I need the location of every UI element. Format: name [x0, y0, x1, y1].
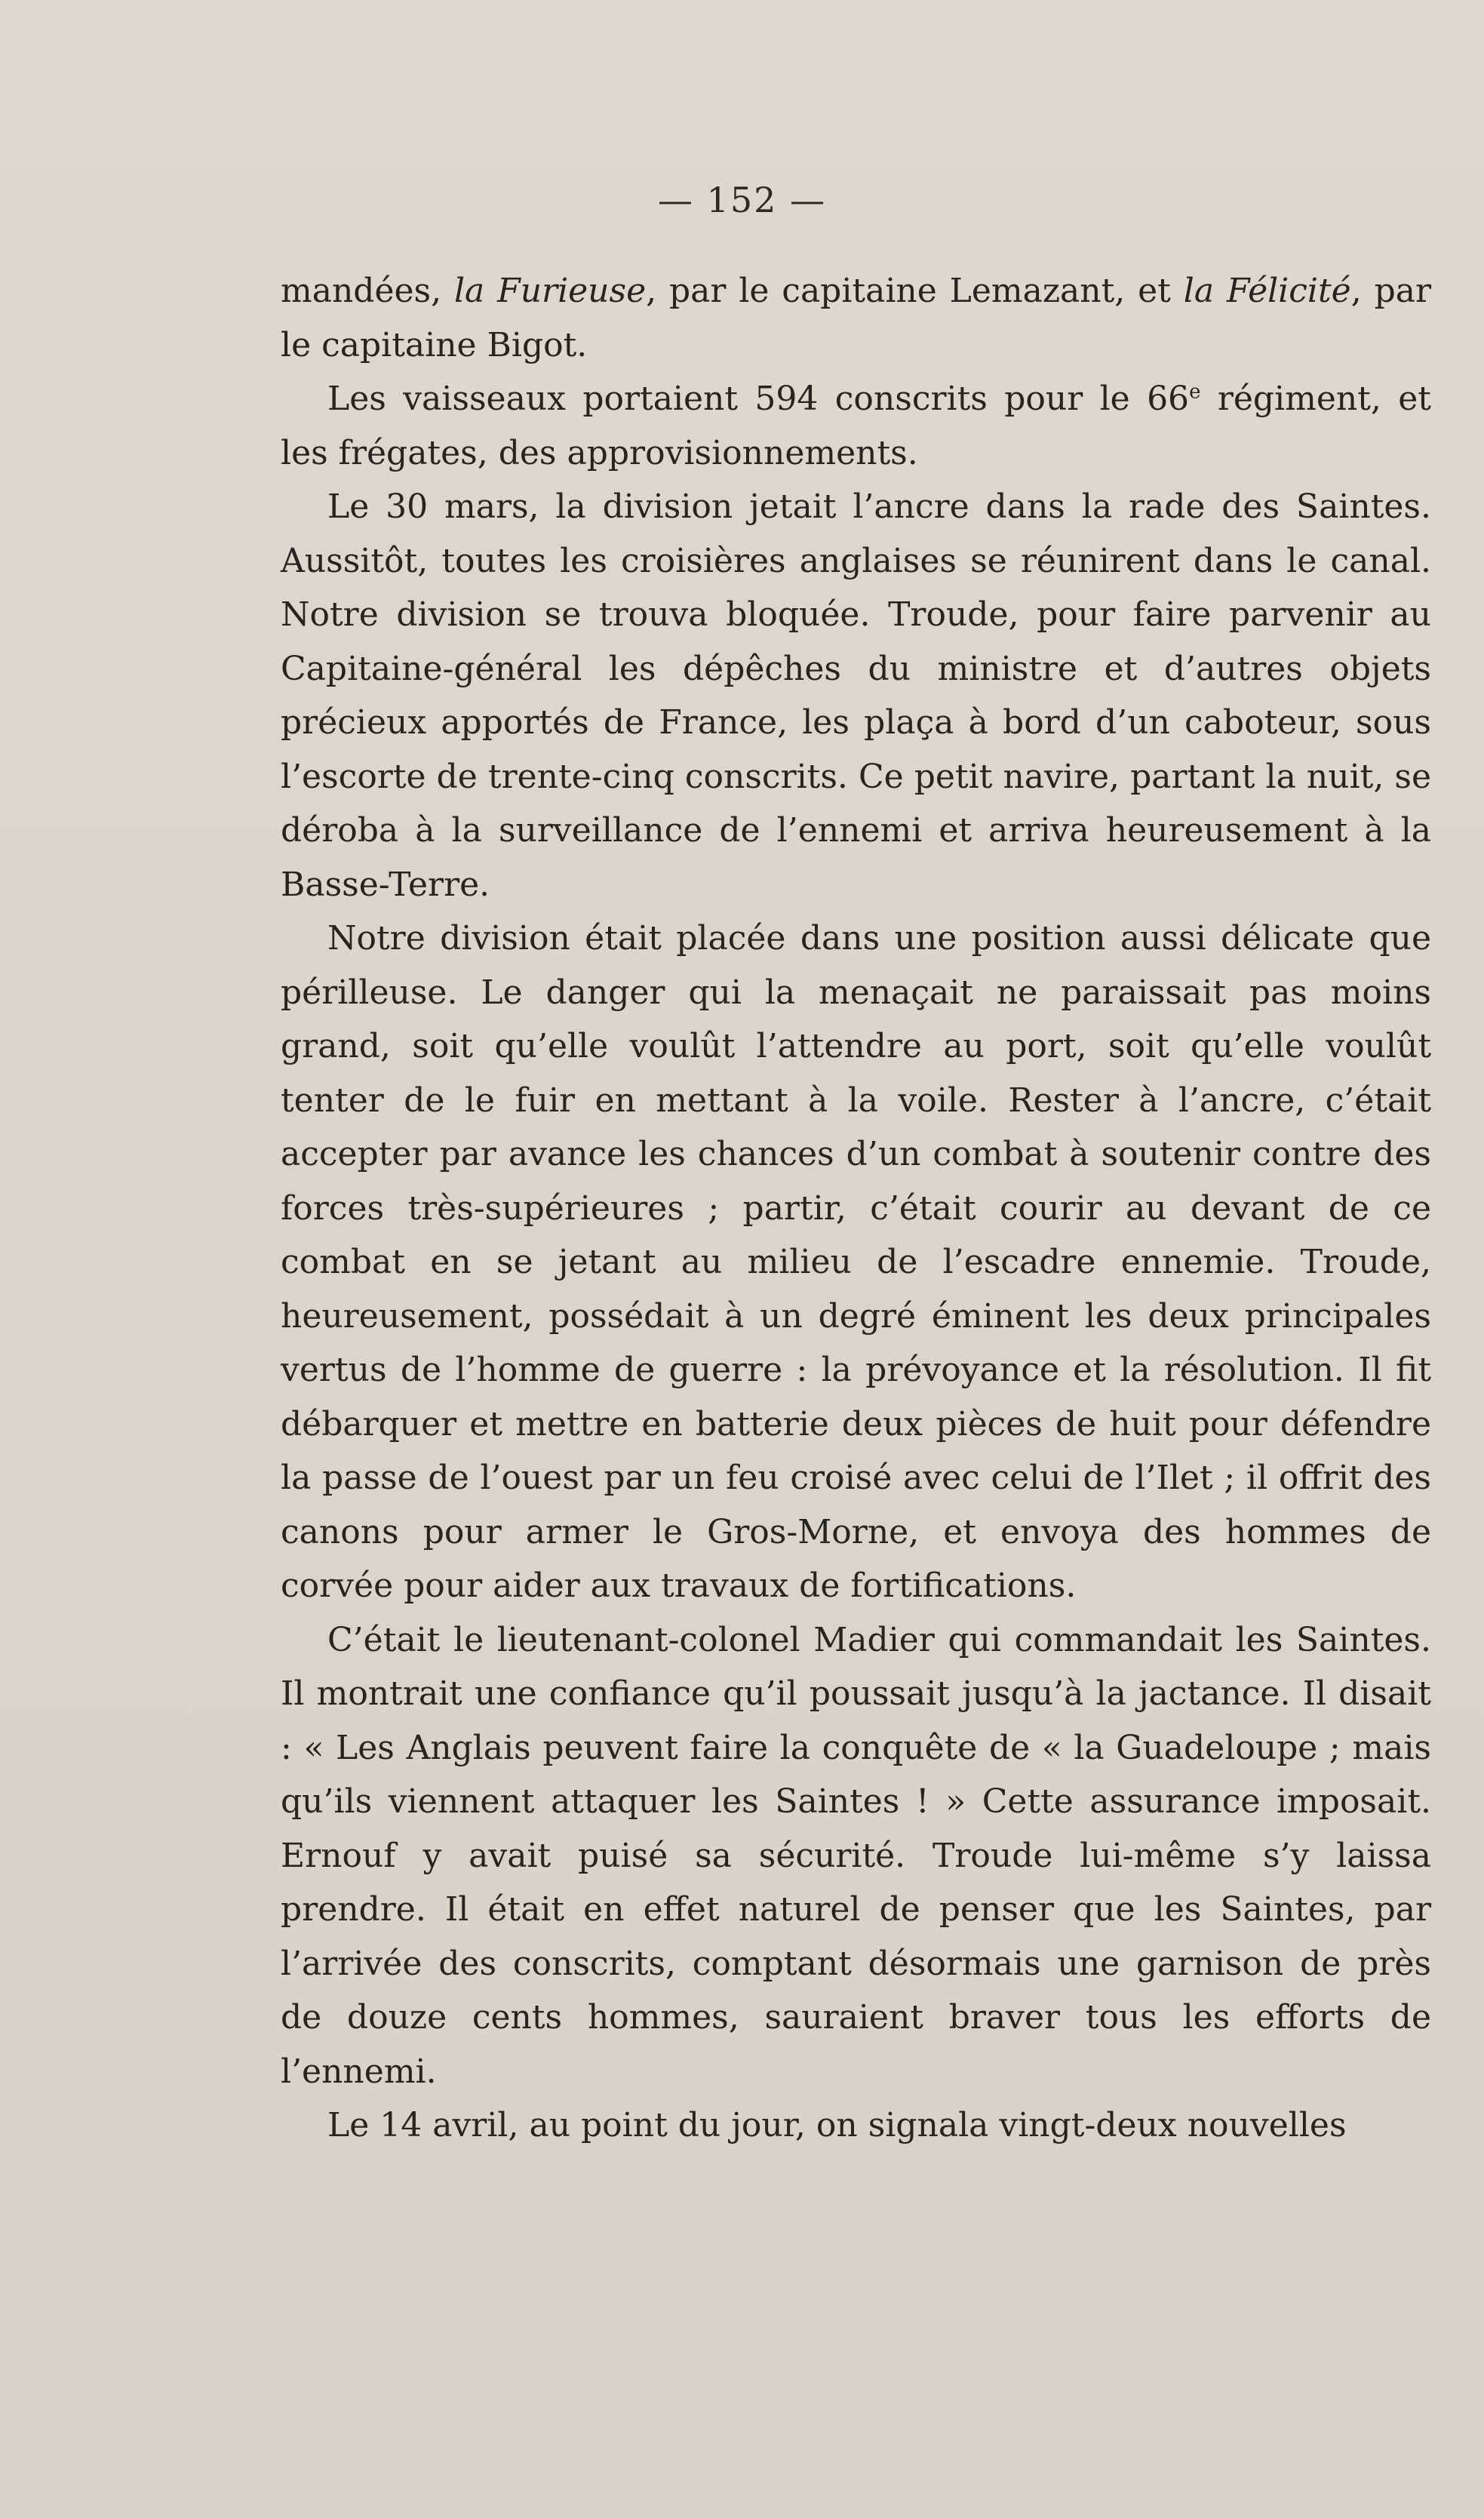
- paragraph-continuation: mandées, la Furieuse, par le capitaine Lemazant, et la Félicité, par le capitaine Bigot.: [281, 272, 1431, 364]
- body-text: [281, 264, 1431, 2153]
- superscript: e: [1189, 380, 1201, 404]
- paragraph: Le 30 mars, la division jetait l’ancre dans la rade des Saintes. Aussitôt, toutes les croisières anglaises se réunirent dans le canal. Notre division se trouva bloquée. Troude, pour faire parvenir au Capitaine-général les dépêches du ministre et d’autres objets précieux apportés de France, les plaça à bord d’un caboteur, sous l’escorte de trente-cinq conscrits. Ce petit navire, partant la nuit, se déroba à la surveillance de l’ennemi et arriva heureusement à la Basse-Terre.: [281, 487, 1431, 904]
- ship-name-italic: la Félicité: [1183, 272, 1351, 310]
- page-number: — 152 —: [657, 180, 827, 220]
- ship-name-italic: la Furieuse: [453, 272, 647, 310]
- paragraph: Notre division était placée dans une position aussi délicate que périlleuse. Le danger qui la menaçait ne paraissait pas moins grand, soit qu’elle voulût l’attendre au port, soit qu’elle voulût tenter de le fuir en mettant à la voile. Rester à l’ancre, c’était accepter par avance les chances d’un combat à soutenir contre des forces très-supérieures ; partir, c’était courir au devant de ce combat en se jetant au milieu de l’escadre ennemie. Troude, heureusement, possédait à un degré éminent les deux principales vertus de l’homme de guerre : la prévoyance et la résolution. Il fit débarquer et mettre en batterie deux pièces de huit pour défendre la passe de l’ouest par un feu croisé avec celui de l’Ilet ; il offrit des canons pour armer le Gros-Morne, et envoya des hommes de corvée pour aider aux travaux de fortifications.: [281, 919, 1431, 1605]
- paragraph: Le 14 avril, au point du jour, on signala vingt-deux nouvelles: [327, 2106, 1347, 2144]
- paragraph: C’était le lieutenant-colonel Madier qui commandait les Saintes. Il montrait une confiance qu’il poussait jusqu’à la jactance. Il disait : « Les Anglais peuvent faire la conquête de « la Guadeloupe ; mais qu’ils viennent attaquer les Saintes ! » Cette assurance imposait. Ernouf y avait puisé sa sécurité. Troude lui-même s’y laissa prendre. Il était en effet naturel de penser que les Saintes, par l’arrivée des conscrits, comptant désormais une garnison de près de douze cents hommes, sauraient braver tous les efforts de l’ennemi.: [281, 1620, 1431, 2091]
- paragraph: Les vaisseaux portaient 594 conscrits pour le 66e régiment, et les frégates, des approvisionnements.: [281, 380, 1431, 472]
